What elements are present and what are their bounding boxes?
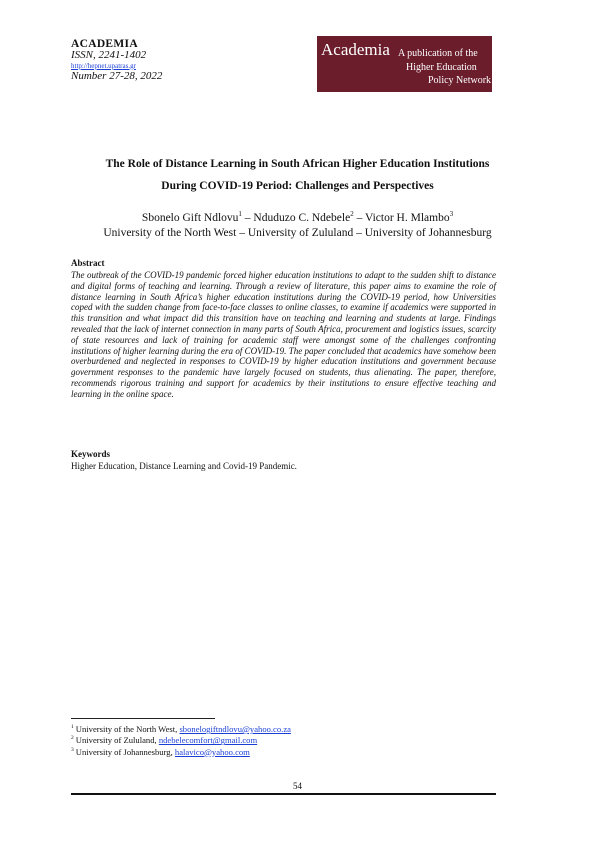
journal-url-link[interactable]: http://hepnet.upatras.gr <box>71 61 136 70</box>
footnote-text: University of Johannesburg, <box>75 746 175 757</box>
keywords-heading: Keywords <box>71 449 110 459</box>
journal-header <box>71 38 162 83</box>
author-name: Sbonelo Gift Ndlovu <box>141 212 239 224</box>
author-separator: – <box>353 212 365 224</box>
banner-tagline-line: Higher Education <box>406 61 477 73</box>
footnote-divider <box>71 718 215 719</box>
footnote-text: University of Zululand, <box>75 735 159 746</box>
keywords-text: Higher Education, Distance Learning and Covid-19 Pandemic. <box>71 461 297 471</box>
journal-number: Number 27-28, 2022 <box>71 69 163 82</box>
banner-tagline <box>398 47 491 88</box>
footnotes <box>71 724 291 758</box>
banner-tagline-line: Policy Network <box>428 75 492 86</box>
journal-issn: ISSN, 2241-1402 <box>71 49 147 62</box>
banner-brand: Academia <box>321 40 390 59</box>
author-separator: – <box>241 212 254 224</box>
paper-title-line: The Role of Distance Learning in South African Higher Education Institutions <box>105 158 490 170</box>
footnote-mark: 2 <box>71 735 74 742</box>
paper-title <box>60 153 535 197</box>
email-link[interactable]: ndebelecomfort@gmail.com <box>158 735 258 746</box>
email-link[interactable]: halavico@yahoo.com <box>174 746 250 757</box>
banner-tagline-line: A publication of the <box>398 48 478 59</box>
page-bottom-rule <box>71 793 496 795</box>
footnote-mark: 3 <box>449 210 454 219</box>
footnote-item <box>71 747 291 758</box>
author-name: Nduduzo C. Ndebele <box>253 212 351 224</box>
journal-logo-banner <box>317 36 492 92</box>
abstract-text: The outbreak of the COVID-19 pandemic forced higher education institutions to adapt to the sudden shift to distance and digital forms of teaching and learning. Through a review of literature, this paper aims to examine the role of distance learning in South Africa’s higher education institutions during the COVID-19 period, how Universities coped with the sudden change from face-to-face classes to online classes, to examine if academics were supported in this transition and what impact did this transition have on teaching and learning and students at large. Findings revealed that the lack of internet connection in many parts of South Africa, procurement and logistics issues, scarcity of state resources and lack of training for academic staff were amongst some of the challenges confronting institutions of higher learning during the era of COVID-19. The paper concluded that academics have somehow been overburdened and neglected in responses to COVID-19 by higher education institutions and government because government responses to the pandemic have largely focused on students, thus alienating. The paper, therefore, recommends rigorous training and support for academics by their institutions to ensure effective teaching and learning in the online space. <box>71 270 496 399</box>
footnote-text: University of the North West, <box>75 724 180 734</box>
page-number: 54 <box>293 781 302 791</box>
paper-title-line: During COVID-19 Period: Challenges and Perspectives <box>161 180 434 192</box>
footnote-mark: 3 <box>71 746 74 753</box>
journal-name: ACADEMIA <box>71 38 138 50</box>
footnote-item <box>71 724 291 735</box>
email-link[interactable]: sbonelogiftndlovu@yahoo.co.za <box>179 724 291 734</box>
footnote-mark: 1 <box>238 210 242 219</box>
footnote-mark: 1 <box>71 724 74 731</box>
footnote-item <box>71 735 291 746</box>
affiliations: University of the North West – University of Zululand – University of Johannesburg <box>103 227 492 239</box>
author-name: Victor H. Mlambo <box>364 212 450 224</box>
abstract-heading: Abstract <box>71 258 105 268</box>
footnote-mark: 2 <box>350 210 354 219</box>
author-block <box>40 211 555 241</box>
author-line <box>40 211 555 226</box>
